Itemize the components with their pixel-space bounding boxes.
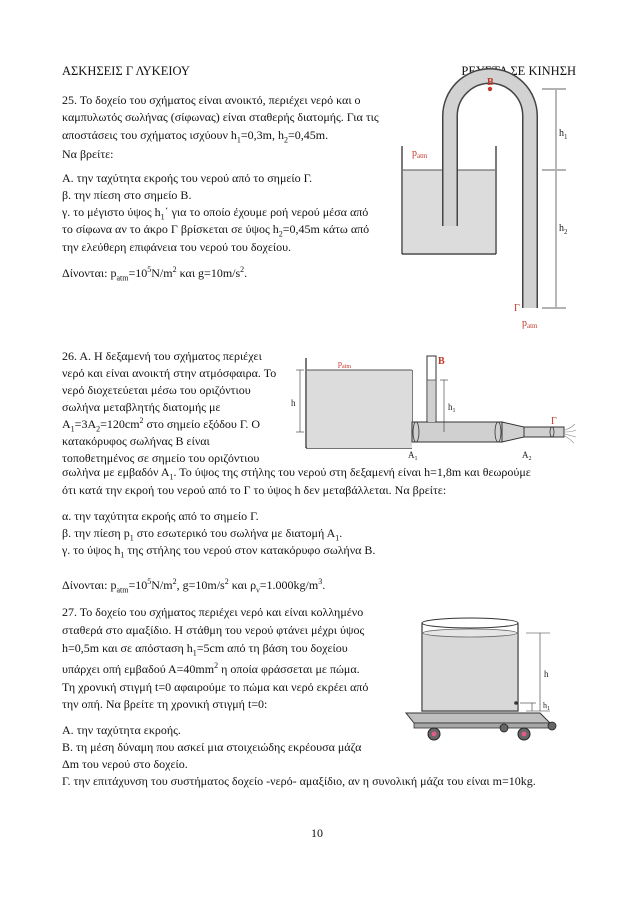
ex25-line-6: β. την πίεση στο σημείο Β. [62, 188, 192, 202]
ex27-line-4: υπάρχει οπή εμβαδού $A=40mm^2$ η οποία φράσσεται με πώμα. [62, 661, 360, 676]
ex26-line-6: κατακόρυφος σωλήνας Β είναι [62, 434, 210, 448]
label-b: Β [487, 77, 494, 88]
ex27-line-9: Δm του νερού στο δοχείο. [62, 757, 188, 771]
ex25-given: Δίνονται: $p_{atm}=10^5N/m^2$ και $g=10m/s^2$. [62, 265, 248, 283]
page-number: 10 [311, 826, 323, 840]
ex27-line-7: Α. την ταχύτητα εκροής. [62, 723, 181, 737]
ex25-line-1: 25. Το δοχείο του σχήματος είναι ανοικτό, περιέχει νερό και ο [62, 93, 361, 107]
ex27-line-8: Β. τη μέση δύναμη που ασκεί μια στοιχειώδης εκρέουσα μάζα [62, 740, 362, 754]
ex27-line-3: h=0,5m και σε απόσταση $h_1=5cm$ από τη βάση του δοχείου [62, 641, 348, 658]
siphon-figure [396, 77, 586, 336]
ex26-line-5: $A_1=3A_2=120cm^2$ στο σημείο εξόδου Γ. Ο [62, 416, 260, 434]
ex26-line-10: α. την ταχύτητα εκροής από το σημείο Γ. [62, 509, 259, 523]
ex26-line-3: νερό διοχετεύεται μέσω του οριζόντιου [62, 383, 251, 397]
label-h1: $h_1$ [448, 402, 456, 414]
cart-container-figure [400, 615, 580, 755]
label-a1: $A_1$ [408, 450, 418, 462]
label-g: Γ [514, 303, 520, 314]
ex27-line-2: σταθερά στο αμαξίδιο. Η στάθμη του νερού φτάνει μέχρι ύψος [62, 623, 365, 637]
ex25-line-8: το σίφωνα αν το άκρο Γ βρίσκεται σε ύψος $h_2=0,45m$ κάτω από [62, 222, 370, 239]
label-a2: $A_2$ [522, 450, 532, 462]
label-h: h [291, 398, 296, 408]
label-h: h [544, 669, 549, 679]
ex25-line-4: Να βρείτε: [62, 147, 114, 161]
ex25-line-2: καμπυλωτός σωλήνας (σίφωνας) είναι σταθερής διατομής. Για τις [62, 110, 379, 124]
ex25-line-3: αποστάσεις του σχήματος ισχύουν $h_1=0,3m$, $h_2=0,45m$. [62, 128, 329, 145]
ex25-line-5: Α. την ταχύτητα εκροής του νερού από το σημείο Γ. [62, 171, 313, 185]
running-header-right: ΡΕΥΣΤΑ ΣΕ ΚΙΝΗΣΗ [461, 64, 576, 78]
ex27-line-1: 27. Το δοχείο του σχήματος περιέχει νερό και είναι κολλημένο [62, 605, 364, 619]
label-b: Β [438, 356, 445, 367]
label-patm-outlet: $p_{atm}$ [522, 318, 538, 330]
tank-pipe-figure [288, 350, 578, 465]
ex26-line-2: νερό και είναι ανοικτή στην ατμόσφαιρα. Το [62, 366, 277, 380]
ex26-given: Δίνονται: $p_{atm}=10^5N/m^2$, $g=10m/s^2$ και $\rho_\nu=1.000kg/m^3$. [62, 577, 326, 595]
label-h1: $h_1$ [543, 701, 550, 712]
ex26-line-11: β. την πίεση $p_1$ στο εσωτερικό του σωλήνα με διατομή $A_1$. [62, 526, 343, 543]
label-patm-tank: $p_{atm}$ [338, 359, 351, 370]
label-h1: $h_1$ [559, 128, 568, 141]
ex26-line-7: τοποθετημένος σε σημείο του οριζόντιου [62, 451, 260, 465]
ex26-line-1: 26. Α. Η δεξαμενή του σχήματος περιέχει [62, 349, 262, 363]
ex27-line-6: την οπή. Να βρείτε τη χρονική στιγμή t=0: [62, 697, 268, 711]
ex26-line-9: ότι κατά την εκροή του νερού από το Γ το ύψος h δεν μεταβάλλεται. Να βρείτε: [62, 483, 447, 497]
ex26-line-4: σωλήνα μεταβλητής διατομής με [62, 400, 221, 414]
label-h2: $h_2$ [559, 223, 568, 236]
label-g: Γ [551, 416, 557, 427]
ex25-line-7: γ. το μέγιστο ύψος $h_1΄$ για το οποίο έχουμε ροή νερού μέσα από [62, 205, 369, 222]
ex27-line-5: Τη χρονική στιγμή t=0 αφαιρούμε το πώμα και νερό εκρέει από [62, 680, 369, 694]
ex25-line-9: την ελεύθερη επιφάνεια του νερού του δοχείου. [62, 240, 292, 254]
ex26-line-8: σωλήνα με εμβαδόν $A_1$. Το ύψος της στήλης του νερού στη δεξαμενή είναι h=1,8m και θεωρούμε [62, 465, 531, 482]
ex26-line-12: γ. το ύψος $h_1$ της στήλης του νερού στον κατακόρυφο σωλήνα Β. [62, 543, 376, 560]
label-patm-surface: $p_{atm}$ [412, 148, 428, 160]
running-header-left: ΑΣΚΗΣΕΙΣ Γ ΛΥΚΕΙΟΥ [62, 64, 190, 78]
ex27-line-10: Γ. την επιτάχυνση του συστήματος δοχείο -νερό- αμαξίδιο, αν η συνολική μάζα του είναι m=10kg. [62, 774, 536, 788]
